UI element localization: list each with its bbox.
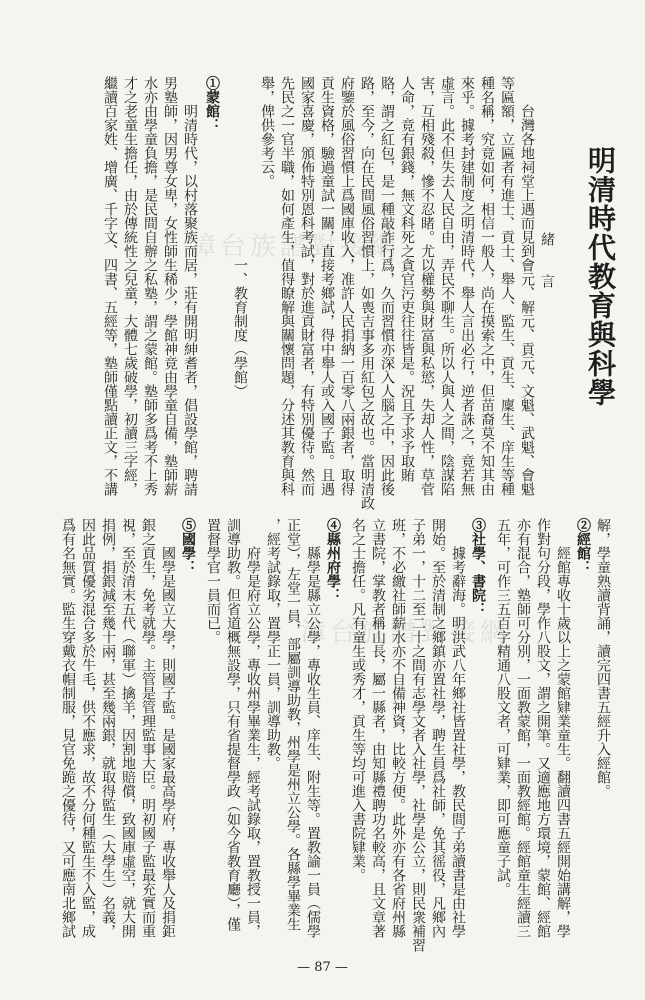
- text-column: 國學是國立大學，則國子監。是國家最高學府，專收舉人及捐鉅: [160, 546, 176, 938]
- text-column: 置督學官一員而已。: [205, 518, 221, 644]
- subsection-label: ③社學、書院：: [470, 518, 486, 616]
- text-column: 等匾額，立匾者有進士、貢士、舉人、監生、貢生、廩生、庠生等種: [499, 76, 515, 496]
- page-number: — 87 —: [297, 960, 348, 975]
- text-column: 訓導助教。但省道概無設學，只有省提督學政（如今省教育廳），僅: [225, 518, 241, 931]
- watermark: 漳台族譜對接網: [300, 618, 511, 648]
- subsection-label: ④縣州府學：: [325, 518, 341, 602]
- preface-heading: 緒 言: [539, 232, 555, 288]
- subsection-label: ①蒙館：: [204, 76, 220, 132]
- text-column: 班，不必繳社師薪水亦不自備神資，比較方便。此外亦有各省府州縣: [390, 518, 406, 938]
- text-column: 男塾師，因男尊女卑，女性師生稀少，學館神竟由學童自備，塾師薪: [162, 76, 178, 496]
- text-column: 五年，可作三五百字精通八股文者，可肄業，即可應童子試。: [495, 518, 511, 896]
- text-column: 作對句分段，學作八股文，謂之開筆。又適應地方環境，蒙館、經館: [535, 518, 551, 938]
- text-column: 名之士擔任。凡有童生或秀才，貢生等均可進入書院肄業。: [350, 518, 366, 882]
- text-column: 水亦由學童負擔，是民間自辦之私塾，謂之蒙館。塾師多爲考不上秀: [142, 76, 158, 496]
- text-column: 經館專收十歲以上之蒙館肄業童生。翻讀四書五經開始講解，學: [555, 546, 571, 938]
- text-column: 明清時代，以村落聚族而居，莊有開明紳耆者，倡設學館，聘請: [182, 104, 198, 496]
- text-column: 來乎。據考封建制度之明清時代，舉人言出必行，逆者誅之，竟若無: [459, 76, 475, 496]
- text-column: 銀之貢生，免考就學。主管是管理監事大臣。明初國子監最充實而重: [140, 518, 156, 938]
- text-column: 繼讀百家姓、增廣、千字文、四書、五經等，塾師僅點讀正文，不講: [102, 76, 118, 496]
- text-column: 害，互相殘殺，慘不忍睹。尤以權勢與財富與私慾，失却人性，草菅: [419, 76, 435, 496]
- text-column: 才之老童生擔任，由於傳統性之兒童，大體七歲破學，初讀三字經，: [122, 76, 138, 496]
- text-column: 府鑒於風俗習慣上爲國庫收入，准許人民捐納一百零八兩銀者，取得: [339, 76, 355, 496]
- text-column: 據考辭海。明洪武八年鄉社皆置社學，教民間子弟讀書是由社學: [450, 546, 466, 938]
- text-column: 亦有混合，塾師可分別，一面教蒙館，一面教經館。經館童生經讀三: [515, 518, 531, 938]
- text-column: 正堂），左堂一員，部屬訓導助教，州學是州立公學。各縣學畢業生: [285, 518, 301, 931]
- text-column: 人命，竟有銀錢，無文科死之貪官污吏往往皆是。況且予求予取賄: [399, 76, 415, 482]
- text-column: 開始。至於清制之鄉鎮亦置社學，聘生員爲社師，免其徭役，凡鄉內: [430, 518, 446, 938]
- text-column: 賂，謂之紅包，是一種敲詐行爲，久而習慣亦深入人腦之中，因此後: [379, 76, 395, 496]
- text-column: 爲有名無實。監生穿戴衣帽制服，見官免跪之優待，又可應南北鄉試: [60, 518, 76, 938]
- text-column: 舉，俾供參考云。: [259, 76, 275, 188]
- subsection-label: ②經館：: [575, 518, 591, 574]
- text-column: 解，學童熟讀背誦，讀完四書五經升入經館。: [595, 518, 611, 798]
- text-column: 種名稱，究竟如何，相信一般人，尚在摸索之中，但苗裔莫不知其由: [479, 76, 495, 496]
- section-heading: 一、教育制度（學館）: [232, 258, 248, 398]
- text-column: 縣學是縣立公學，專收生員、庠生、附生等。置教諭一員（儒學: [305, 546, 321, 938]
- text-column: 國家喜慶，頒佈特別恩科考試，對於進貢財富者，有特別優待。然而: [299, 76, 315, 496]
- text-column: 台灣各地祠堂上遇而見到會元、解元、貢元、文魁、武魁、會魁: [519, 104, 535, 496]
- text-column: ，經考試錄取，置學正一員，訓導助教。: [265, 518, 281, 770]
- text-column: 因此品質優劣混合多於牛毛，供不應求，故不分何種監生不入監，成: [80, 518, 96, 938]
- text-column: 貢生資格，驗過童試一關，直接考鄉試，得中舉人或入國子監。且遇: [319, 76, 335, 496]
- text-column: 路，至今，向在民間風俗習慣上，如喪吉事多用紅包之故也。當明清政: [359, 76, 375, 510]
- page-title: 明清時代教育與科學: [584, 146, 617, 407]
- watermark: 漳台族譜對接網: [190, 232, 401, 262]
- text-column: 府學是府立公學，專收州學畢業生，經考試錄取，置教授一員，: [245, 546, 261, 938]
- text-column: 視，至於清末五代（聯軍）擒羊，因割地賠償，致國庫虛空，就大開: [120, 518, 136, 938]
- subsection-label: ⑤國學：: [180, 518, 196, 574]
- text-column: 子弟一，十二至二十之間有志學文者入社學，社學是公立，則民衆補習: [410, 518, 426, 952]
- text-column: 立書院，掌教者稱山長，屬一縣者，由知縣禮聘功名較高，且文章著: [370, 518, 386, 938]
- text-column: 先民之一官半職，如何產生，值得瞭解與關懷問題，分述其教育與科: [279, 76, 295, 496]
- text-column: 虛言。此不但失去人民自由，弄民不聊生。所以人與人之間，陰謀陷: [439, 76, 455, 496]
- text-column: 捐例，捐銀減至幾十兩，甚至幾兩銀，就取得監生（大學生）名義，: [100, 518, 116, 938]
